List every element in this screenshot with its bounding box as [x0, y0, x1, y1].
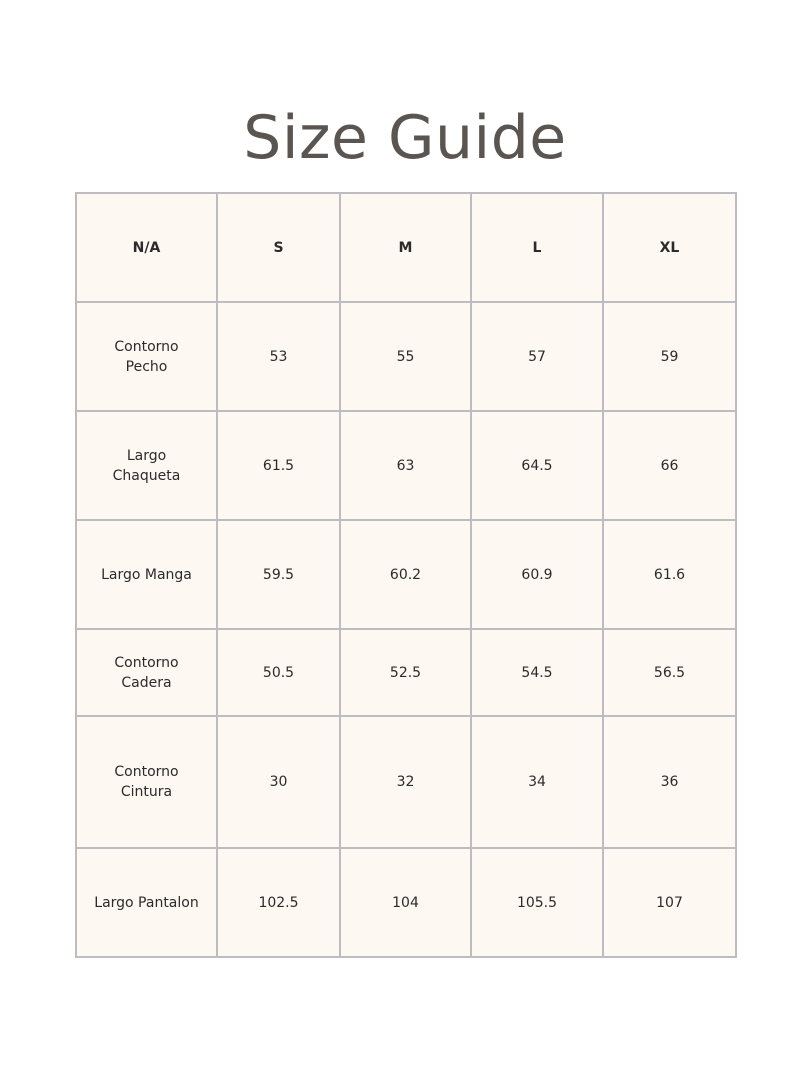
table-cell: 57: [471, 302, 603, 411]
table-cell: 64.5: [471, 411, 603, 520]
table-row: [76, 411, 736, 520]
row-label: Contorno Cadera: [76, 629, 217, 716]
table-cell: 107: [603, 848, 736, 957]
table-cell: 59.5: [217, 520, 340, 629]
table-cell: 63: [340, 411, 471, 520]
table-cell: 105.5: [471, 848, 603, 957]
table-header-row: [76, 193, 736, 302]
header-cell-m: M: [340, 193, 471, 302]
table-cell: 55: [340, 302, 471, 411]
table-row: [76, 848, 736, 957]
row-label: Largo Chaqueta: [76, 411, 217, 520]
table-cell: 34: [471, 716, 603, 848]
table-cell: 102.5: [217, 848, 340, 957]
header-cell-label: N/A: [76, 193, 217, 302]
table-cell: 36: [603, 716, 736, 848]
table-cell: 52.5: [340, 629, 471, 716]
row-label: Contorno Pecho: [76, 302, 217, 411]
size-table: [75, 192, 737, 958]
table-row: [76, 629, 736, 716]
table-cell: 54.5: [471, 629, 603, 716]
table-row: [76, 716, 736, 848]
header-cell-s: S: [217, 193, 340, 302]
table-cell: 59: [603, 302, 736, 411]
table-cell: 104: [340, 848, 471, 957]
table-cell: 32: [340, 716, 471, 848]
table-cell: 66: [603, 411, 736, 520]
header-cell-xl: XL: [603, 193, 736, 302]
row-label: Contorno Cintura: [76, 716, 217, 848]
table-cell: 30: [217, 716, 340, 848]
page-title: Size Guide: [243, 103, 567, 173]
table-cell: 61.5: [217, 411, 340, 520]
header-cell-l: L: [471, 193, 603, 302]
table-row: [76, 520, 736, 629]
row-label: Largo Pantalon: [76, 848, 217, 957]
table-cell: 60.9: [471, 520, 603, 629]
table-cell: 60.2: [340, 520, 471, 629]
table-cell: 56.5: [603, 629, 736, 716]
table-cell: 53: [217, 302, 340, 411]
table-cell: 61.6: [603, 520, 736, 629]
table-cell: 50.5: [217, 629, 340, 716]
row-label: Largo Manga: [76, 520, 217, 629]
table-row: [76, 302, 736, 411]
